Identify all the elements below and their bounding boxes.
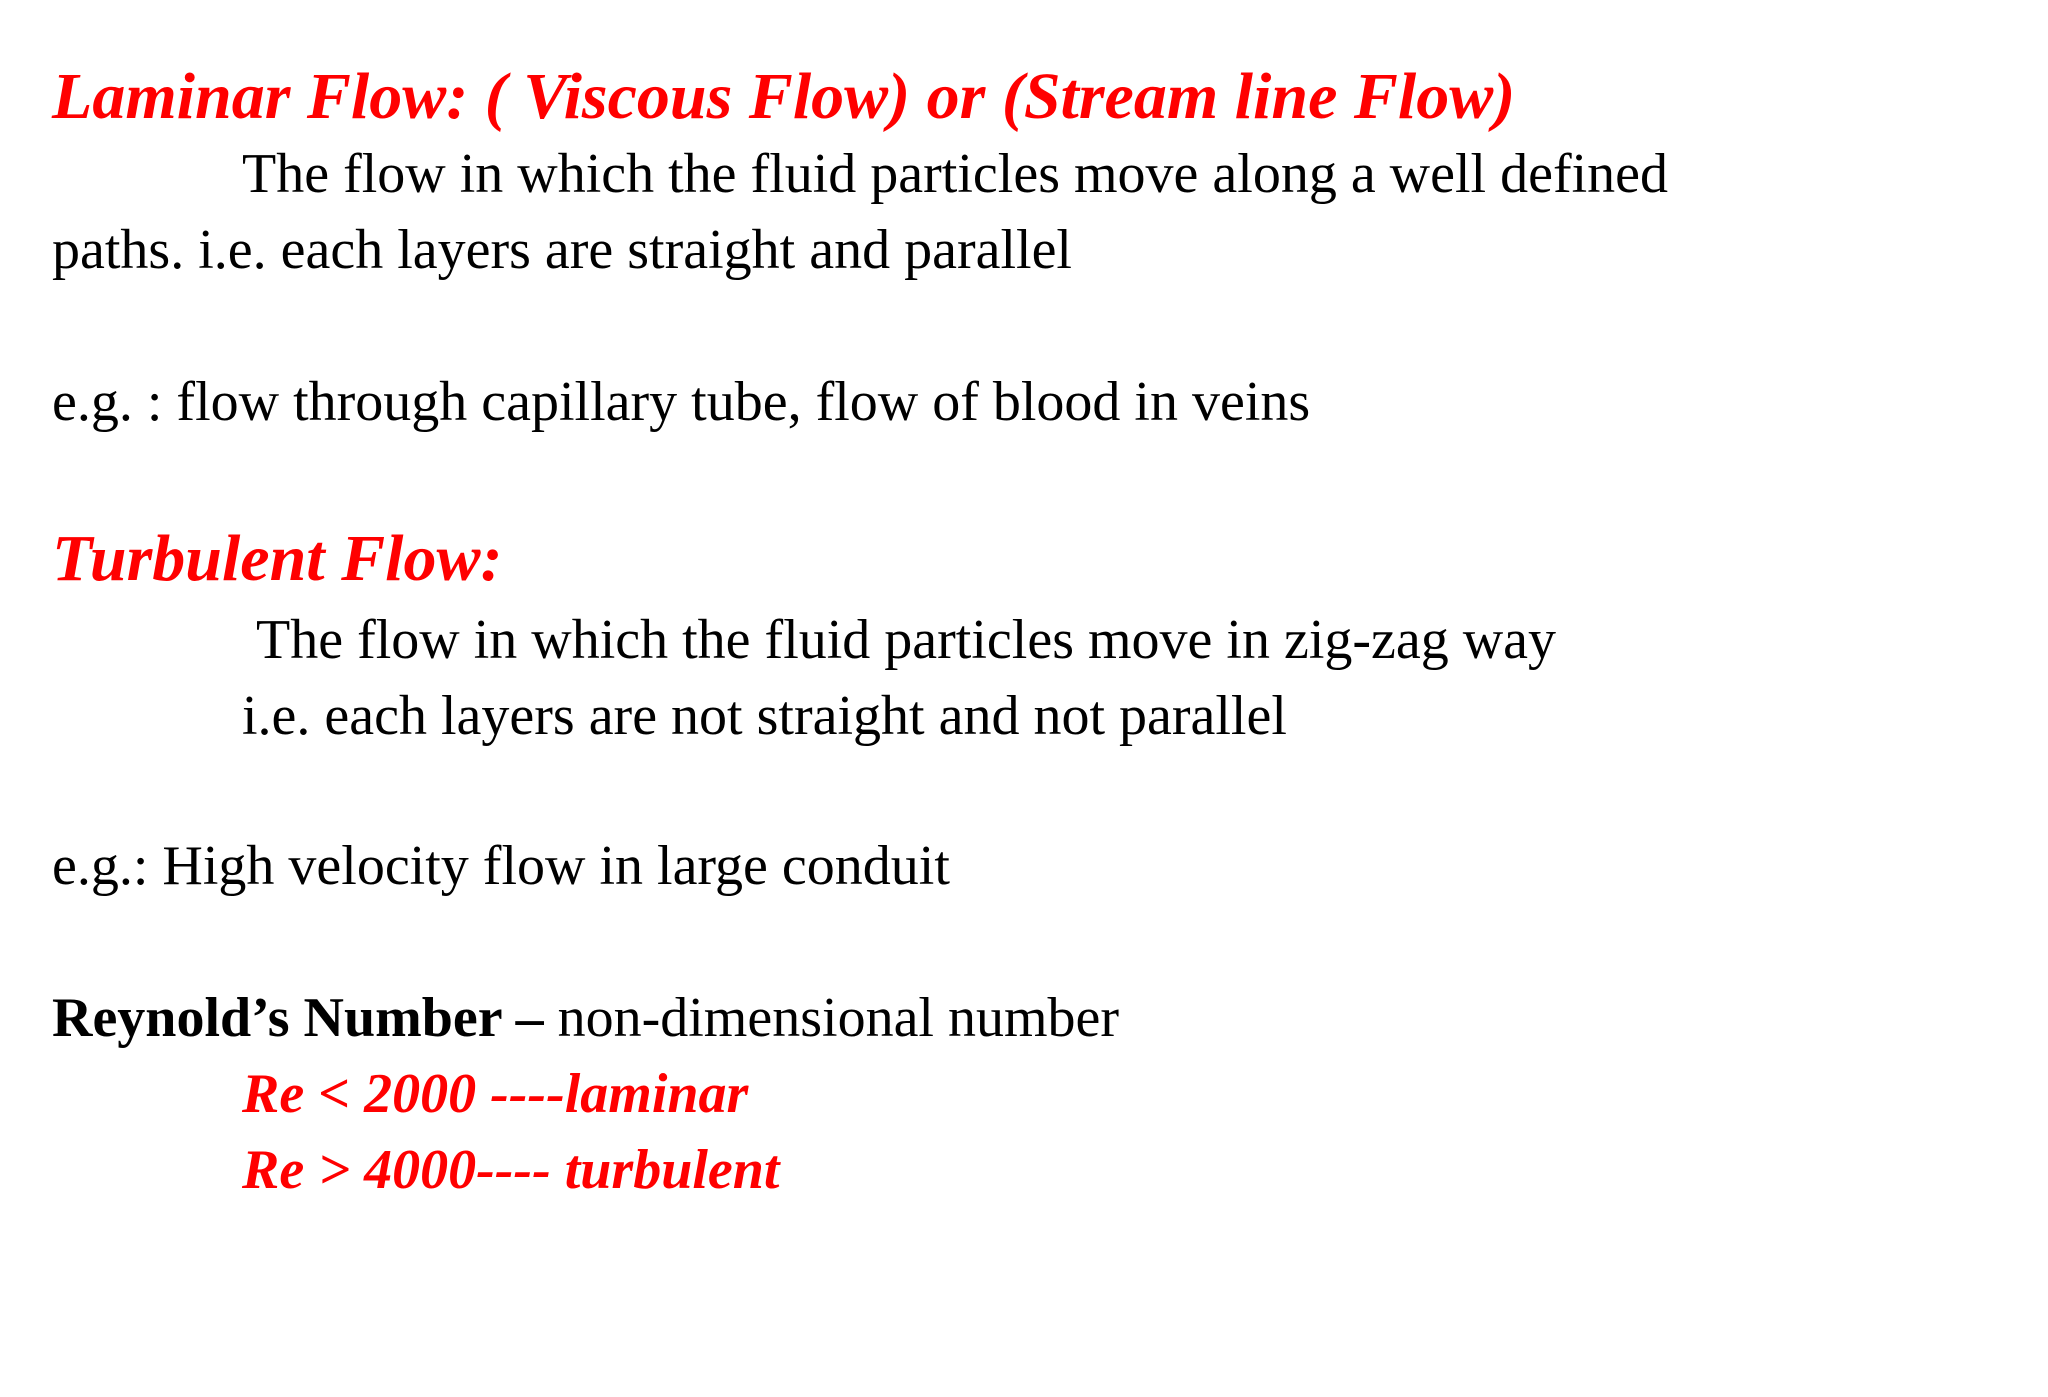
turbulent-definition-line-1: The flow in which the fluid particles move in zig-zag way [256, 609, 1557, 671]
laminar-definition-line-1: The flow in which the fluid particles move along a well defined [242, 143, 1669, 205]
turbulent-example: e.g.: High velocity flow in large conduit [52, 835, 950, 897]
laminar-flow-heading: Laminar Flow: ( Viscous Flow) or (Stream line Flow) [52, 60, 1516, 133]
turbulent-flow-heading: Turbulent Flow: [52, 522, 503, 595]
reynolds-turbulent-condition: Re > 4000---- turbulent [242, 1139, 780, 1201]
laminar-example: e.g. : flow through capillary tube, flow of blood in veins [52, 371, 1311, 433]
turbulent-definition-line-2: i.e. each layers are not straight and not parallel [242, 685, 1287, 747]
reynolds-description: non-dimensional number [557, 987, 1120, 1049]
reynolds-number-line [52, 987, 1120, 1049]
reynolds-number-term: Reynold’s Number [52, 987, 502, 1049]
reynolds-dash: – [501, 987, 558, 1049]
reynolds-laminar-condition: Re < 2000 ----laminar [242, 1063, 749, 1125]
laminar-definition-line-2: paths. i.e. each layers are straight and parallel [52, 219, 1072, 281]
